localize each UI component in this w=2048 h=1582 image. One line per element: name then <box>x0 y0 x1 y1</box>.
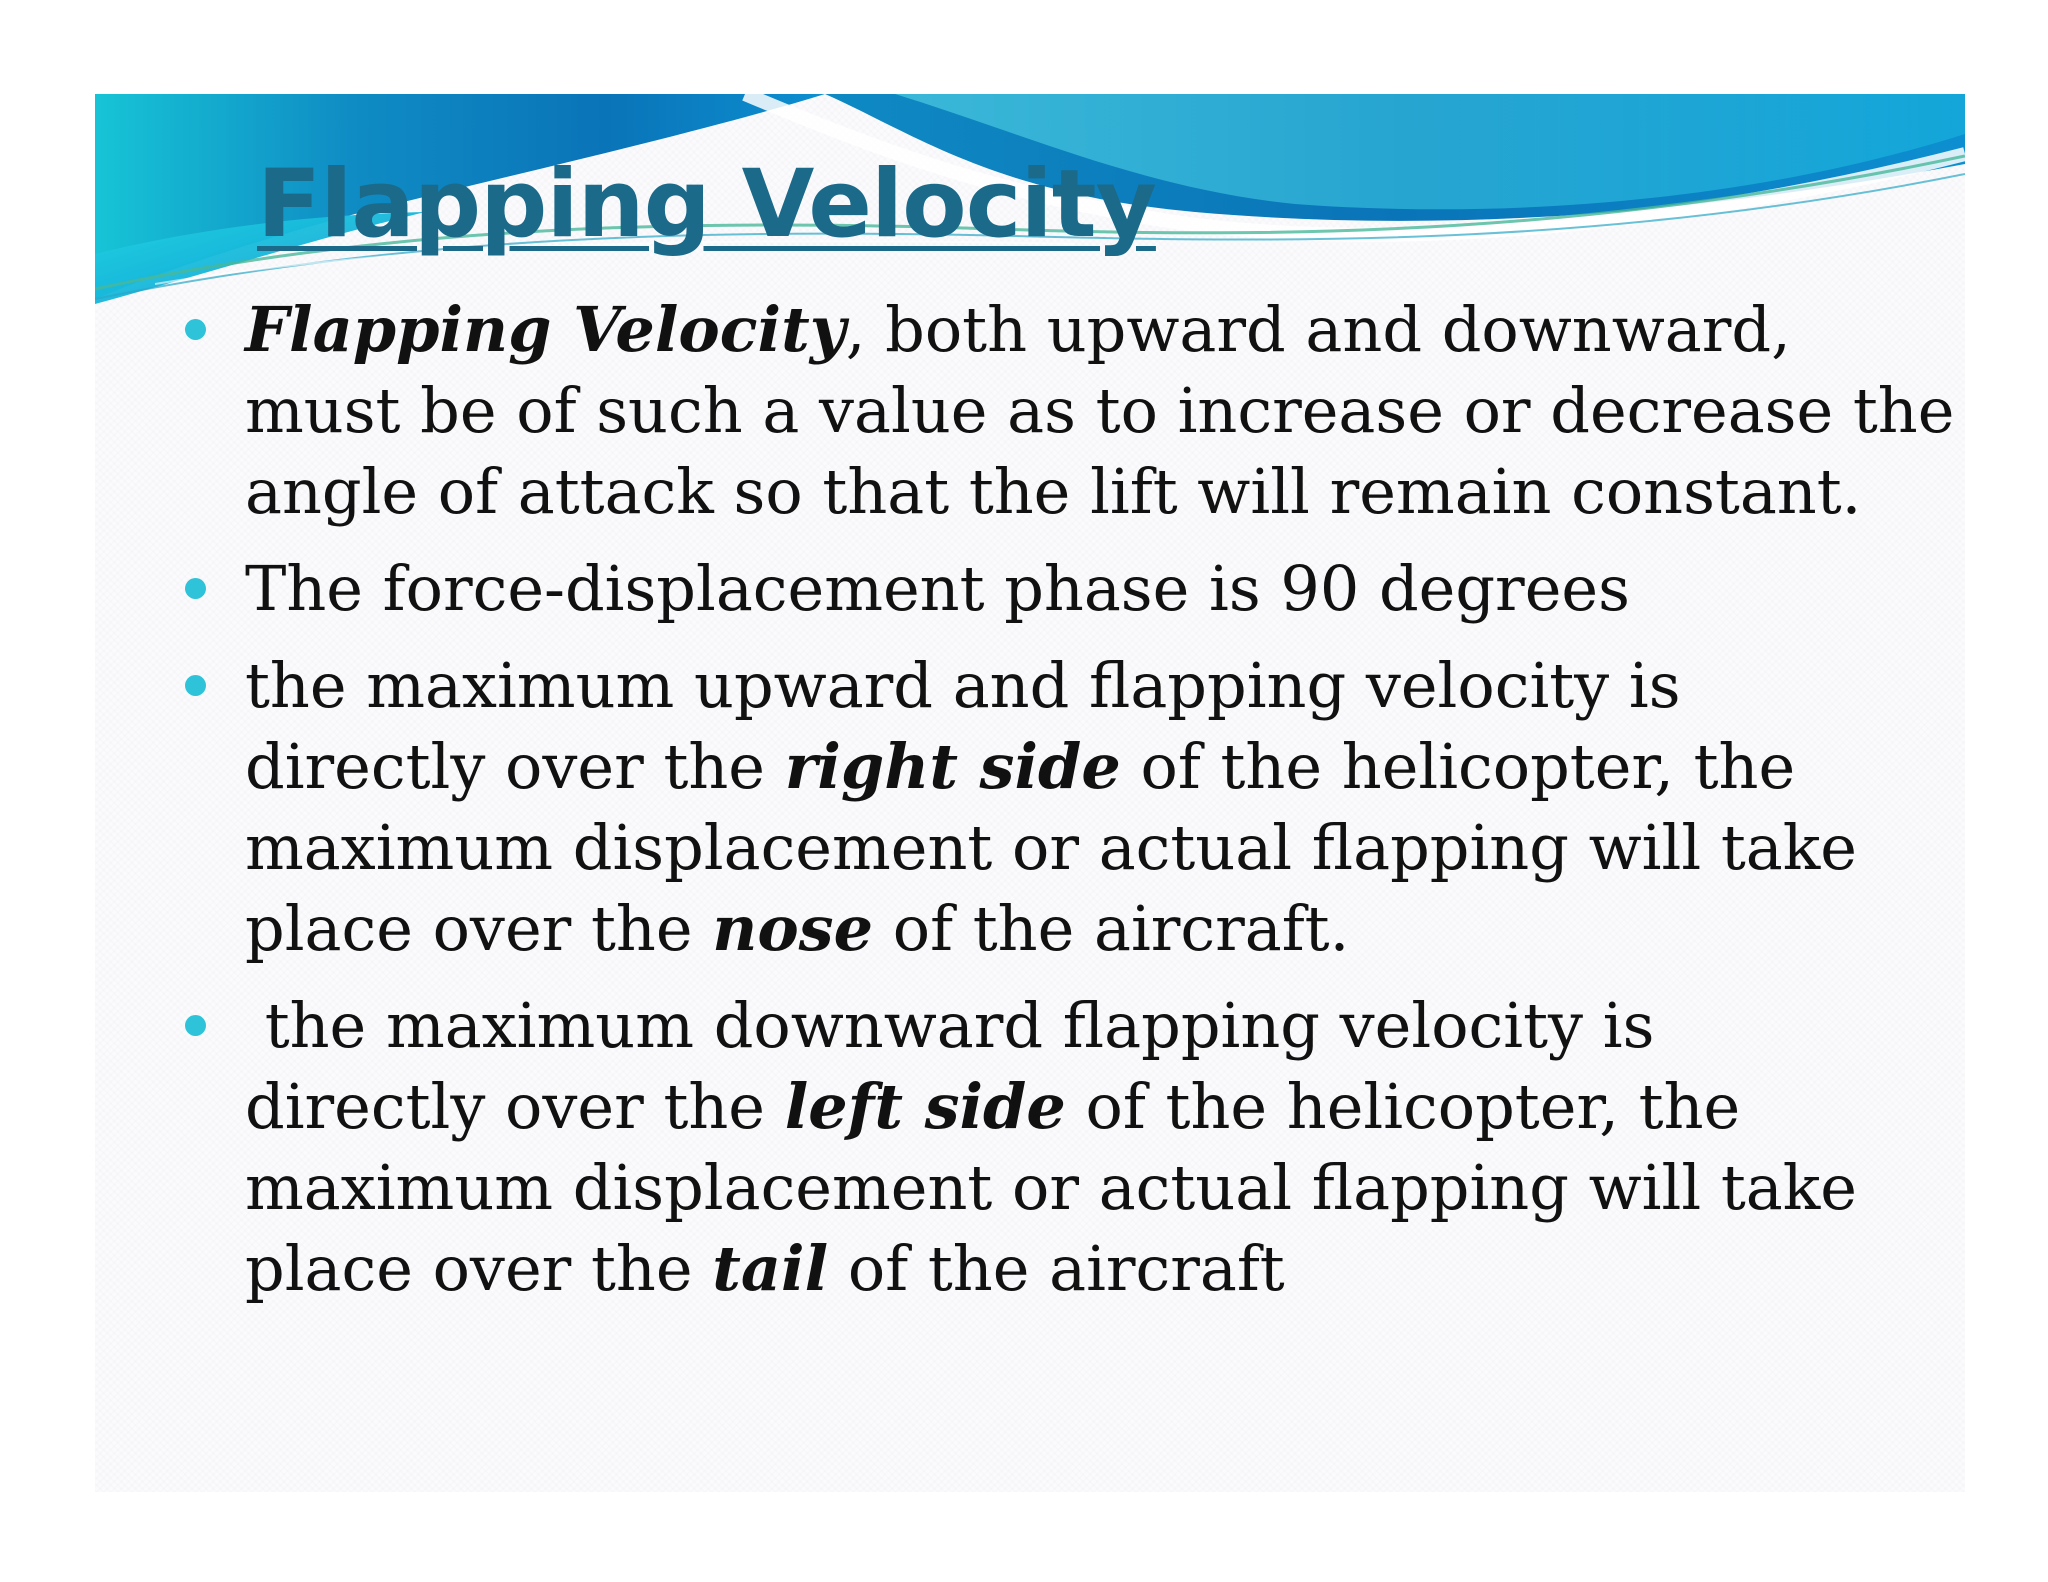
bullet-line <box>245 289 1905 370</box>
text-segment: of the aircraft. <box>873 892 1350 965</box>
slide <box>95 94 1965 1492</box>
bullet-line <box>245 1228 1905 1309</box>
bullet-dot-icon <box>185 1015 206 1036</box>
bullet-item <box>185 645 1905 969</box>
bullet-item <box>185 289 1955 532</box>
bullet-line: The force-displacement phase is 90 degrees <box>245 552 1630 625</box>
bullet-line <box>245 888 1905 969</box>
text-segment: place over the <box>245 1232 713 1305</box>
emphasis-text: right side <box>784 730 1121 803</box>
bullet-line: angle of attack so that the lift will remain constant. <box>245 455 1862 528</box>
text-segment: , both upward and downward, <box>845 293 1791 366</box>
bullet-item <box>185 548 1905 629</box>
bullet-dot-icon <box>185 319 206 340</box>
bullet-line: the maximum upward and flapping velocity is <box>245 649 1681 722</box>
bullet-dot-icon <box>185 578 206 599</box>
bullet-dot-icon <box>185 675 206 696</box>
bullet-line: must be of such a value as to increase or decrease the <box>245 374 1955 447</box>
text-segment: of the helicopter, the <box>1120 730 1796 803</box>
text-segment: of the aircraft <box>828 1232 1285 1305</box>
bullet-item <box>185 985 1905 1309</box>
text-segment: place over the <box>245 892 713 965</box>
emphasis-text: left side <box>784 1070 1066 1143</box>
slide-title: Flapping Velocity <box>257 150 1156 259</box>
emphasis-text: nose <box>712 892 874 965</box>
emphasis-text: Flapping Velocity <box>245 293 846 366</box>
bullet-line: the maximum downward flapping velocity is <box>245 989 1655 1062</box>
bullet-list <box>185 289 1955 1325</box>
bullet-line: maximum displacement or actual flapping will take <box>245 811 1857 884</box>
text-segment: of the helicopter, the <box>1065 1070 1741 1143</box>
bullet-line <box>245 726 1905 807</box>
text-segment: directly over the <box>245 1070 785 1143</box>
bullet-line <box>245 1066 1905 1147</box>
emphasis-text: tail <box>712 1232 829 1305</box>
text-segment: directly over the <box>245 730 785 803</box>
bullet-line: maximum displacement or actual flapping will take <box>245 1151 1857 1224</box>
